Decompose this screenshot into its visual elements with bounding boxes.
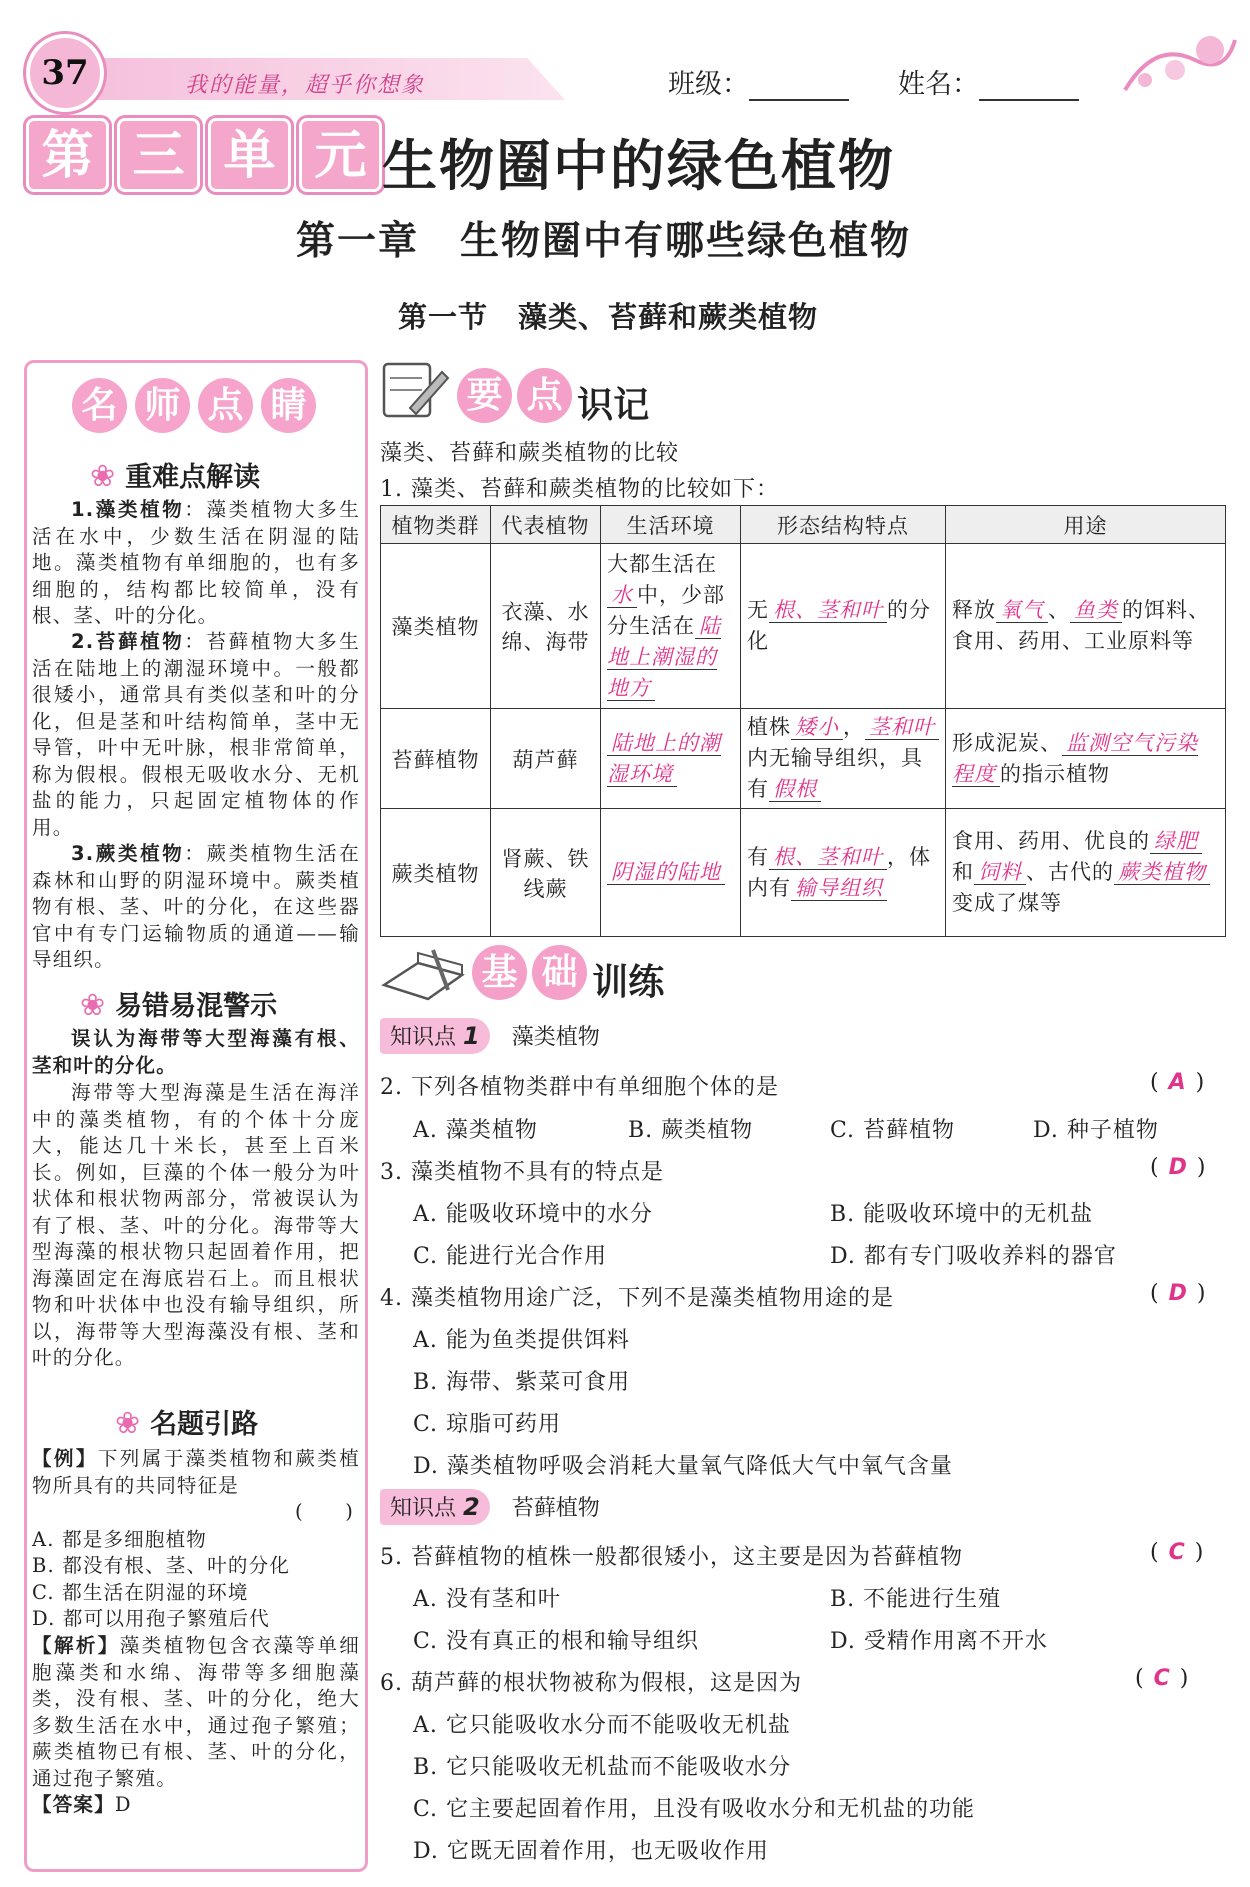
example-option-b: B. 都没有根、茎、叶的分化: [32, 1554, 291, 1577]
table-cell: 植株 矮小 ， 茎和叶内无输导组织，具有 假根: [741, 709, 946, 809]
answer-4: ( D ): [1150, 1281, 1206, 1306]
example-analysis: 【解析】藻类植物包含衣藻等单细胞藻类和水绵、海带等多细胞藻类，没有根、茎、叶的分化，绝大多数生活在水中，通过孢子繁殖；蕨类植物已有根、茎、叶的分化，通过孢子繁殖。: [32, 1634, 360, 1790]
table-intro: 1. 藻类、苔藓和蕨类植物的比较如下：: [380, 477, 779, 502]
option: B. 不能进行生殖: [830, 1587, 1002, 1612]
option: C. 没有真正的根和输导组织: [413, 1629, 700, 1654]
option: C. 琼脂可药用: [413, 1412, 562, 1437]
chapter-title: 第一章 生物圈中有哪些绿色植物: [296, 218, 912, 264]
question-5: 5. 苔藓植物的植株一般都很矮小，这主要是因为苔藓植物: [380, 1545, 963, 1570]
option: B. 海带、紫菜可食用: [413, 1370, 631, 1395]
option: A. 能为鱼类提供饵料: [413, 1328, 630, 1353]
butterfly-icon: ❀: [80, 988, 106, 1023]
knowledge-point-tag: 知识点 1: [380, 1018, 490, 1054]
knowledge-point-1: [380, 1018, 600, 1054]
table-cell: 苔藓植物: [381, 709, 491, 809]
table-cell: 衣藻、水绵、海带: [491, 544, 601, 709]
slogan: 我的能量，超乎你想象: [185, 73, 426, 98]
table-header-cell: 用途: [946, 506, 1226, 544]
table-cell: 葫芦藓: [491, 709, 601, 809]
answer-6: ( C ): [1135, 1666, 1189, 1691]
option: B. 它只能吸收无机盐而不能吸收水分: [413, 1755, 792, 1780]
subheading-example: ❀ 名题引路: [115, 1406, 259, 1441]
knowledge-point-name: 苔藓植物: [511, 1496, 600, 1521]
question-6: 6. 葫芦藓的根状物被称为假根，这是因为: [380, 1671, 802, 1696]
table-row: [381, 809, 1226, 937]
question-2: 2. 下列各植物类群中有单细胞个体的是: [380, 1075, 779, 1100]
warning-heading: 误认为海带等大型海藻有根、茎和叶的分化。: [32, 1027, 360, 1077]
example-option-c: C. 都生活在阴湿的环境: [32, 1581, 249, 1604]
section-title: 第一节 藻类、苔藓和蕨类植物: [398, 300, 819, 334]
paragraph-algae: 1.藻类植物：藻类植物大多生活在水中，少数生活在阴湿的陆地。藻类植物有单细胞的，也有多细胞的，结构都比较简单，没有根、茎、叶的分化。: [32, 498, 360, 627]
example-question: 【例】下列属于藻类植物和蕨类植物所具有的共同特征是: [32, 1447, 360, 1497]
table-cell: 有 根、茎和叶 ，体内有 输导组织: [741, 809, 946, 937]
knowledge-point-tag: 知识点 2: [380, 1489, 490, 1525]
class-label: 班级：: [668, 69, 749, 100]
comparison-table: [380, 505, 1226, 937]
floral-ornament-icon: [1115, 20, 1240, 110]
class-blank: [749, 75, 849, 101]
example-paren: ( ): [294, 1500, 354, 1523]
unit-char-4: 元: [299, 118, 382, 192]
paragraph-fern: 3.蕨类植物：蕨类植物生活在森林和山野的阴湿环境中。蕨类植物有根、茎、叶的分化，在这些器官中有专门运输物质的通道——输导组织。: [32, 842, 360, 971]
warning-text: 海带等大型海藻是生活在海洋中的藻类植物，有的个体十分庞大，能达几十米长，甚至上百米长。例如，巨藻的个体一般分为叶状体和根状物两部分，常被误认为有了根、茎、叶的分化。海带等大型海藻的根状物只起固着作用，把海藻固定在海底岩石上。而且根状物和叶状体中也没有输导组织，所以，海带等大型海藻没有根、茎和叶的分化。: [32, 1081, 360, 1369]
option: A. 它只能吸收水分而不能吸收无机盐: [413, 1713, 791, 1738]
butterfly-icon: ❀: [115, 1406, 141, 1441]
answer-3: ( D ): [1150, 1155, 1206, 1180]
tips-title: [72, 378, 324, 433]
unit-char-3: 单: [208, 118, 291, 192]
tips-title-char: 师: [135, 378, 190, 433]
butterfly-icon: ❀: [90, 459, 116, 494]
table-cell: 阴湿的陆地: [601, 809, 741, 937]
option: D. 它既无固着作用，也无吸收作用: [413, 1839, 769, 1864]
table-row: [381, 544, 1226, 709]
table-header-cell: 生活环境: [601, 506, 741, 544]
subheading-common-errors: ❀ 易错易混警示: [80, 988, 278, 1023]
option: D. 种子植物: [1033, 1118, 1159, 1143]
compare-title: 藻类、苔藓和蕨类植物的比较: [380, 441, 680, 466]
unit-title: 生物圈中的绿色植物: [382, 134, 896, 198]
table-cell: 释放 氧气 、 鱼类 的饵料、食用、药用、工业原料等: [946, 544, 1226, 709]
name-label: 姓名：: [898, 69, 979, 100]
question-4: 4. 藻类植物用途广泛，下列不是藻类植物用途的是: [380, 1286, 894, 1311]
subheading-key-points: ❀ 重难点解读: [90, 459, 261, 494]
option: C. 它主要起固着作用，且没有吸收水分和无机盐的功能: [413, 1797, 976, 1822]
paragraph-moss: 2.苔藓植物：苔藓植物大多生活在陆地上的潮湿环境中。一般都很矮小，通常具有类似茎和叶的分化，但是茎和叶结构简单，茎中无导管，叶中无叶脉，根非常简单，称为假根。假根无吸收水分、无机盐的能力，只起固定植物体的作用。: [32, 630, 360, 839]
question-3: 3. 藻类植物不具有的特点是: [380, 1160, 664, 1185]
table-header-cell: 植物类群: [381, 506, 491, 544]
table-cell: 蕨类植物: [381, 809, 491, 937]
tips-title-char: 点: [198, 378, 253, 433]
table-row: [381, 709, 1226, 809]
option: A. 藻类植物: [413, 1118, 538, 1143]
option: A. 能吸收环境中的水分: [413, 1202, 653, 1227]
knowledge-point-name: 藻类植物: [511, 1025, 600, 1050]
option: D. 都有专门吸收养料的器官: [830, 1244, 1117, 1269]
table-header-row: [381, 506, 1226, 544]
table-cell: 无 根、茎和叶 的分化: [741, 544, 946, 709]
example-option-a: A. 都是多细胞植物: [32, 1528, 207, 1551]
example-option-d: D. 都可以用孢子繁殖后代: [32, 1607, 270, 1630]
table-header-cell: 代表植物: [491, 506, 601, 544]
name-field: [898, 62, 1079, 101]
name-blank: [979, 75, 1079, 101]
tips-title-char: 名: [72, 378, 127, 433]
example-answer: 【答案】D: [32, 1793, 132, 1816]
option: D. 藻类植物呼吸会消耗大量氧气降低大气中氧气含量: [413, 1454, 953, 1479]
table-cell: 陆地上的潮湿环境: [601, 709, 741, 809]
table-cell: 肾蕨、铁线蕨: [491, 809, 601, 937]
option: A. 没有茎和叶: [413, 1587, 561, 1612]
table-cell: 形成泥炭、 监测空气污染程度 的指示植物: [946, 709, 1226, 809]
book-pen-icon: [378, 945, 468, 1007]
table-cell: 藻类植物: [381, 544, 491, 709]
answer-2: ( A ): [1150, 1070, 1205, 1095]
option: B. 蕨类植物: [628, 1118, 754, 1143]
table-header-cell: 形态结构特点: [741, 506, 946, 544]
option: D. 受精作用离不开水: [830, 1629, 1048, 1654]
key-points-heading: 要 点 识记: [457, 368, 649, 428]
option: B. 能吸收环境中的无机盐: [830, 1202, 1094, 1227]
option: C. 能进行光合作用: [413, 1244, 608, 1269]
page-number: 37: [26, 34, 104, 112]
unit-char-1: 第: [26, 118, 109, 192]
class-field: [668, 62, 849, 101]
option: C. 苔藓植物: [830, 1118, 956, 1143]
table-cell: 大都生活在水 中，少部分生活在 陆地上潮湿的地方: [601, 544, 741, 709]
answer-5: ( C ): [1150, 1540, 1204, 1565]
notebook-pencil-icon: [380, 358, 450, 423]
table-cell: 食用、药用、优良的 绿肥和 饲料 、古代的 蕨类植物变成了煤等: [946, 809, 1226, 937]
tips-title-char: 睛: [261, 378, 316, 433]
basic-training-heading: 基 础 训练: [472, 945, 664, 1005]
knowledge-point-2: [380, 1489, 600, 1525]
unit-char-2: 三: [117, 118, 200, 192]
